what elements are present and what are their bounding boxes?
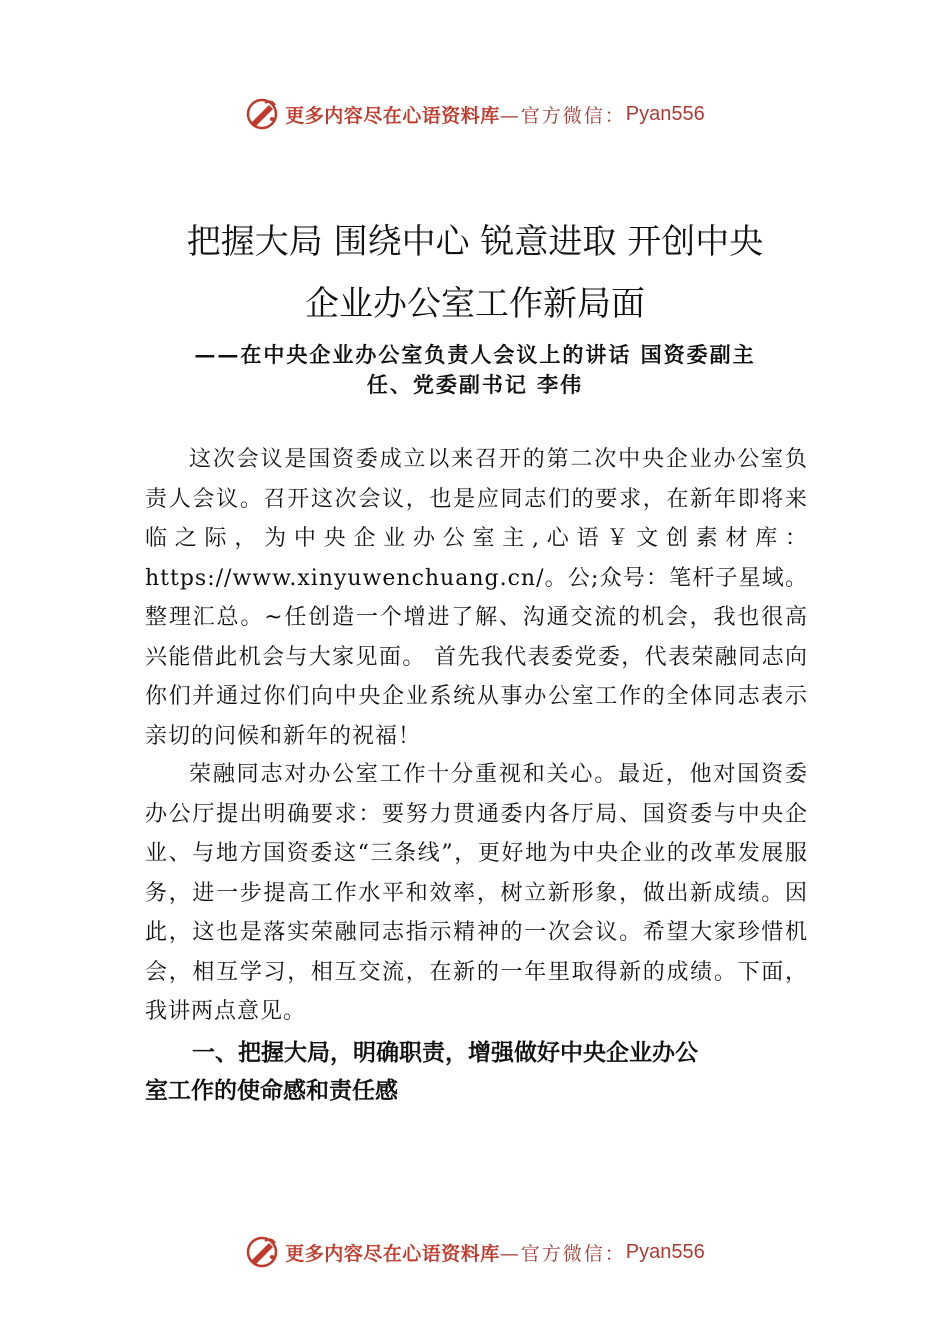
pen-circle-logo-icon xyxy=(245,97,279,131)
document-subtitle-line-1: ——在中央企业办公室负责人会议上的讲话 国资委副主 xyxy=(194,342,756,367)
section-heading-1-line-1: 一、把握大局，明确职责，增强做好中央企业办公 xyxy=(192,1040,698,1066)
banner-wechat-label: —官方微信： xyxy=(499,104,626,127)
document-title-line-2: 企业办公室工作新局面 xyxy=(305,284,645,324)
banner-brand-text: 更多内容尽在心语资料库 xyxy=(285,1242,500,1265)
body-paragraph-1: 这次会议是国资委成立以来召开的第二次中央企业办公室负责人会议。召开这次会议，也是应同志们的要求，在新年即将来临之际，为中央企业办公室主,心语￥文创素材库：https://www.xinyuwenchuang.cn/。公;众号：笔杆子星域。整理汇总。~任创造一个增进了解、沟通交流的机会，我也很高兴能借此机会与大家见面。 首先我代表委党委，代表荣融同志向你们并通过你们向中央企业系统从事办公室工作的全体同志表示亲切的问候和新年的祝福！ xyxy=(145,447,808,749)
header-banner xyxy=(0,94,950,134)
body-paragraph-2: 荣融同志对办公室工作十分重视和关心。最近，他对国资委办公厅提出明确要求：要努力贯通委内各厅局、国资委与中央企业、与地方国资委这“三条线”，更好地为中央企业的改革发展服务，进一步提高工作水平和效率，树立新形象，做出新成绩。因此，这也是落实荣融同志指示精神的一次会议。希望大家珍惜机会，相互学习，相互交流，在新的一年里取得新的成绩。下面，我讲两点意见。 xyxy=(145,762,808,1024)
document-subtitle-line-2: 任、党委副书记 李伟 xyxy=(366,372,584,397)
section-heading-1-line-2: 室工作的使命感和责任感 xyxy=(145,1078,398,1104)
banner-wechat-id: Pyan556 xyxy=(625,102,705,125)
banner-brand-text: 更多内容尽在心语资料库 xyxy=(285,104,500,127)
document-title-line-1: 把握大局 围绕中心 锐意进取 开创中央 xyxy=(186,222,764,262)
pen-circle-logo-icon xyxy=(245,1235,279,1269)
banner-wechat-label: —官方微信： xyxy=(499,1242,626,1265)
footer-banner xyxy=(0,1232,950,1272)
banner-wechat-id: Pyan556 xyxy=(625,1240,705,1263)
